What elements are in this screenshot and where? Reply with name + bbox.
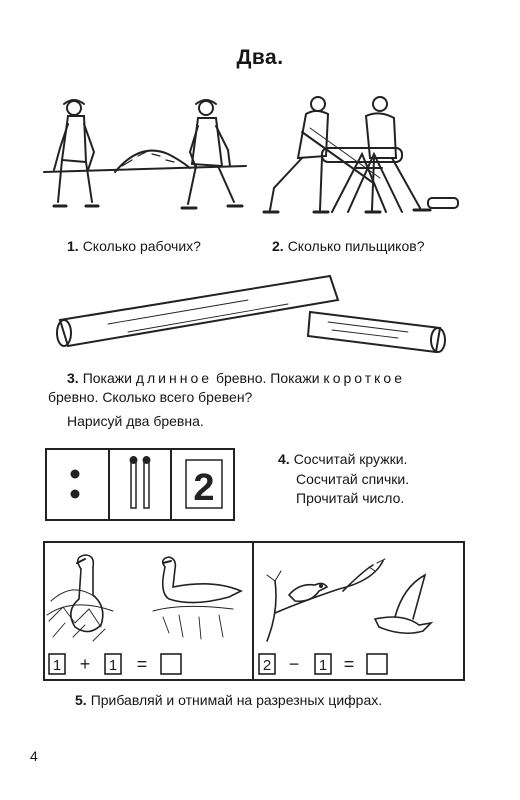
short-word: короткое [323, 370, 406, 386]
question-5-number: 5. [75, 692, 87, 708]
equation-left-a: 1 [52, 657, 62, 674]
workers-carrying-stretcher-illustration [40, 90, 250, 225]
long-log [60, 276, 338, 346]
equation-right [259, 654, 387, 674]
question-5 [75, 692, 382, 708]
equation-left-operator: + [79, 654, 91, 674]
counting-card [45, 448, 235, 521]
birds-scene [267, 559, 431, 641]
question-3-line-3: Нарисуй два бревна. [67, 413, 204, 429]
question-2-text: Сколько пильщиков? [287, 238, 425, 254]
equation-right-b: 1 [318, 657, 328, 674]
dot [71, 490, 80, 499]
equation-left-equals: = [136, 654, 148, 674]
match [130, 457, 136, 508]
page-title: Два. [236, 46, 284, 69]
geese-scene [47, 555, 241, 641]
question-1 [67, 238, 201, 254]
question-1-number: 1. [67, 238, 79, 254]
logs-illustration [48, 272, 458, 362]
question-4-number: 4. [278, 451, 290, 467]
question-3-text-part-1: Покажи [82, 370, 132, 386]
equation-right-equals: = [343, 654, 355, 674]
question-4-line-1 [278, 451, 407, 467]
addition-subtraction-panel [43, 541, 465, 681]
equation-left-result-box [161, 654, 181, 674]
dot [71, 470, 80, 479]
question-2-number: 2. [272, 238, 284, 254]
equation-right-result-box [367, 654, 387, 674]
question-5-text: Прибавляй и отнимай на разрезных цифрах. [90, 692, 383, 708]
question-3-text-part-2: бревно. Покажи [215, 370, 320, 386]
question-2 [272, 238, 424, 254]
page-number: 4 [30, 748, 38, 764]
question-4-line-2: Сосчитай спички. [296, 471, 410, 487]
short-log [308, 312, 440, 352]
question-3-number: 3. [67, 370, 79, 386]
equation-right-a: 2 [262, 657, 272, 674]
question-3-line-2: бревно. Сколько всего бревен? [48, 389, 253, 405]
sawyers-illustration [262, 92, 462, 227]
question-1-text: Сколько рабочих? [82, 238, 201, 254]
question-4-line-3: Прочитай число. [296, 490, 405, 506]
question-4-text-1: Сосчитай кружки. [293, 451, 408, 467]
counting-card-digit: 2 [193, 467, 215, 509]
equation-left-b: 1 [108, 657, 118, 674]
match [143, 457, 149, 508]
equation-left [49, 654, 181, 674]
long-word: длинное [135, 370, 213, 386]
equation-right-operator: − [288, 654, 300, 674]
question-3-line-1 [67, 370, 405, 386]
